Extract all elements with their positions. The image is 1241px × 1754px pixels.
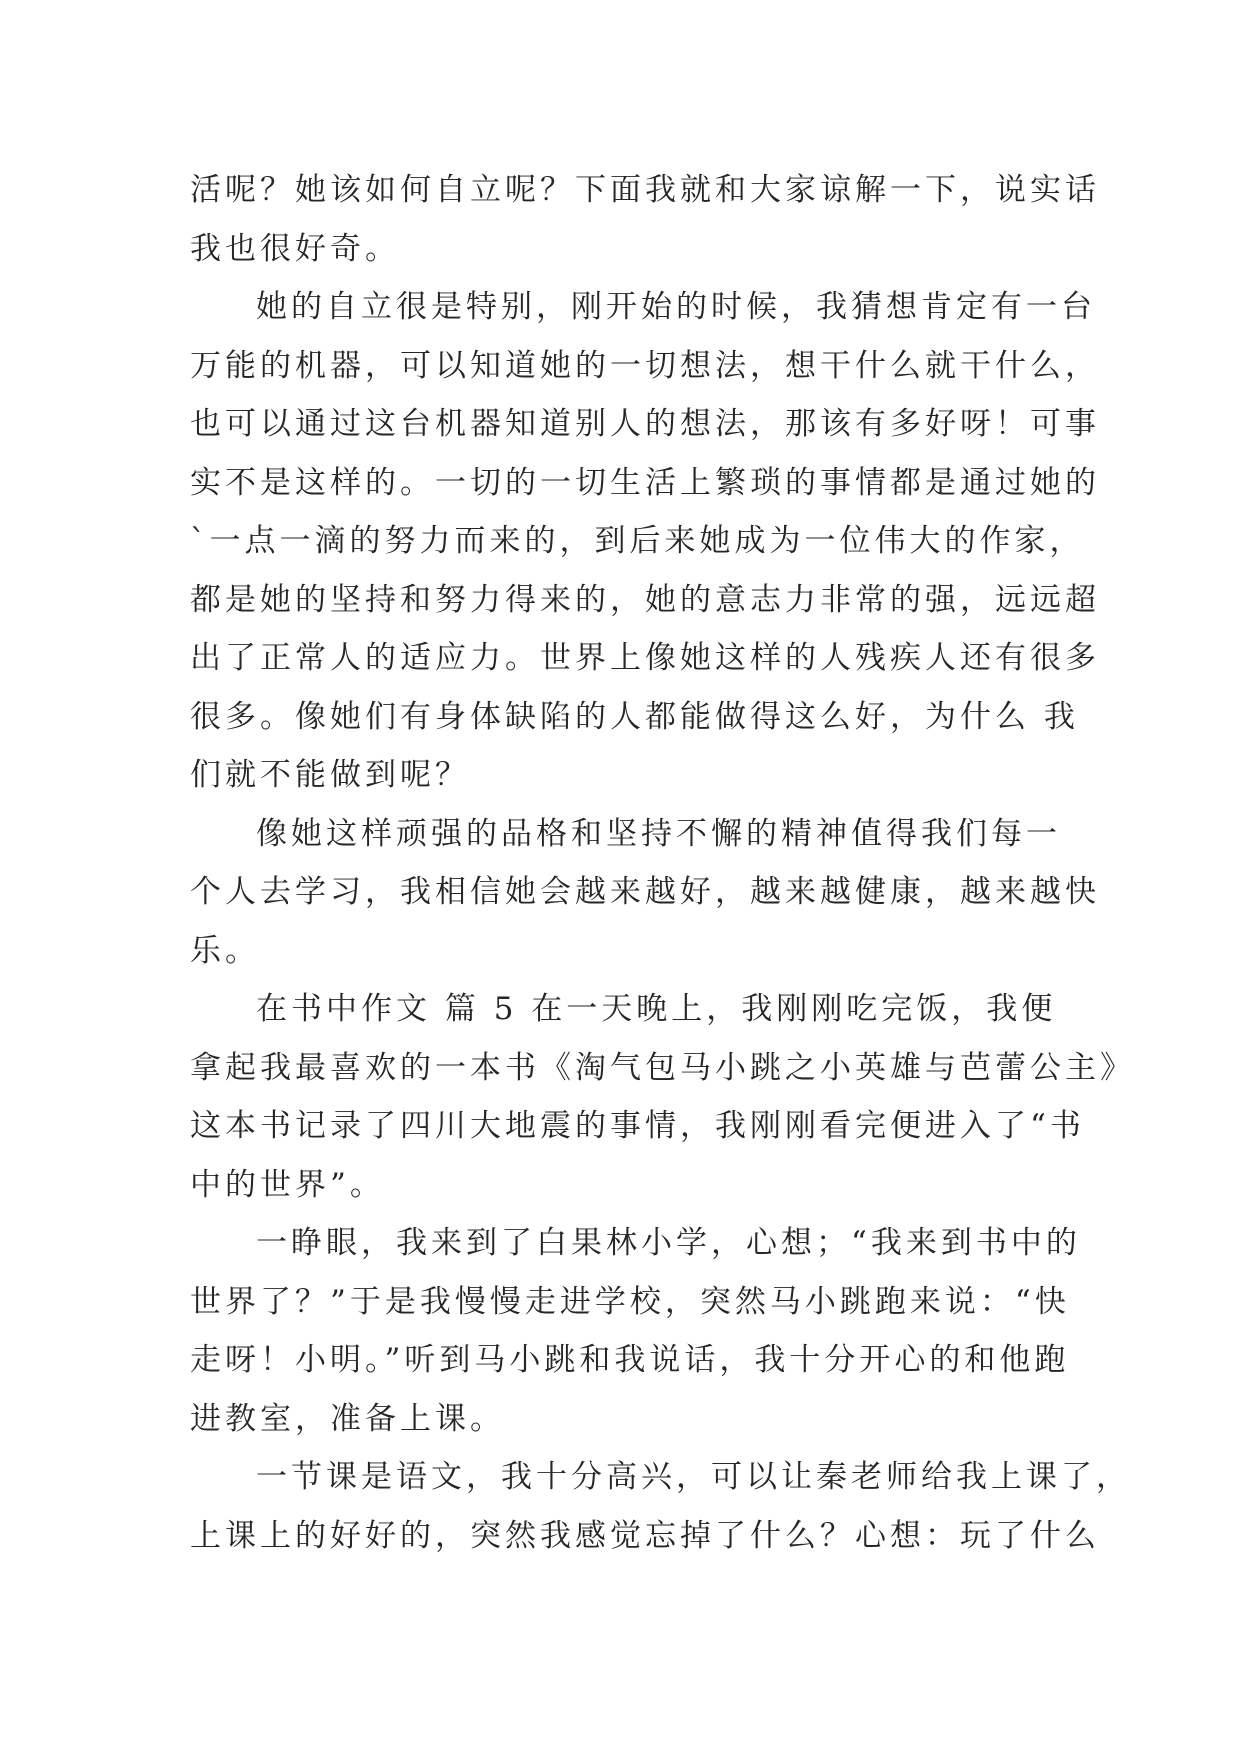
text-line: 一节课是语文，我十分高兴，可以让秦老师给我上课了， xyxy=(256,1459,1131,1495)
text-line: 世界了？”于是我慢慢走进学校，突然马小跳跑来说：“快 xyxy=(190,1283,1070,1320)
text-line: 万能的机器，可以知道她的一切想法，想干什么就干什么， xyxy=(190,347,1100,384)
text-line: 她的自立很是特别，刚开始的时候，我猜想肯定有一台 xyxy=(256,289,1096,325)
text-line: 进教室，准备上课。 xyxy=(190,1400,505,1437)
text-line: 中的世界”。 xyxy=(190,1166,385,1203)
text-line: 这本书记录了四川大地震的事情，我刚刚看完便进入了“书 xyxy=(190,1108,1085,1144)
text-line: 拿起我最喜欢的一本书《淘气包马小跳之小英雄与芭蕾公主》 xyxy=(190,1049,1135,1086)
text-line: `一点一滴的努力而来的，到后来她成为一位伟大的作家， xyxy=(190,523,1085,559)
text-line: 活呢？她该如何自立呢？下面我就和大家谅解一下，说实话 xyxy=(190,172,1100,208)
text-line: 个人去学习，我相信她会越来越好，越来越健康，越来越快 xyxy=(190,874,1100,910)
text-line: 走呀！小明。”听到马小跳和我说话，我十分开心的和他跑 xyxy=(190,1342,1070,1378)
text-line: 出了正常人的适应力。世界上像她这样的人残疾人还有很多 xyxy=(190,640,1100,676)
text-line: 一睁眼，我来到了白果林小学，心想；“我来到书中的 xyxy=(256,1225,1081,1261)
text-line: 很多。像她们有身体缺陷的人都能做得这么好，为什么 我 xyxy=(190,698,1079,735)
text-line: 像她这样顽强的品格和坚持不懈的精神值得我们每一 xyxy=(256,815,1061,852)
text-line: 都是她的坚持和努力得来的，她的意志力非常的强，远远超 xyxy=(190,581,1100,618)
text-line: 们就不能做到呢？ xyxy=(190,757,470,793)
text-line: 乐。 xyxy=(190,932,260,969)
text-line: 实不是这样的。一切的一切生活上繁琐的事情都是通过她的 xyxy=(190,464,1100,501)
text-line: 也可以通过这台机器知道别人的想法，那该有多好呀！可事 xyxy=(190,406,1100,442)
text-line: 上课上的好好的，突然我感觉忘掉了什么？心想：玩了什么 xyxy=(190,1517,1100,1554)
body-text xyxy=(190,161,1135,1565)
text-line: 我也很好奇。 xyxy=(190,230,400,267)
text-line: 在书中作文 篇 5 在一天晚上，我刚刚吃完饭，我便 xyxy=(256,991,1057,1027)
